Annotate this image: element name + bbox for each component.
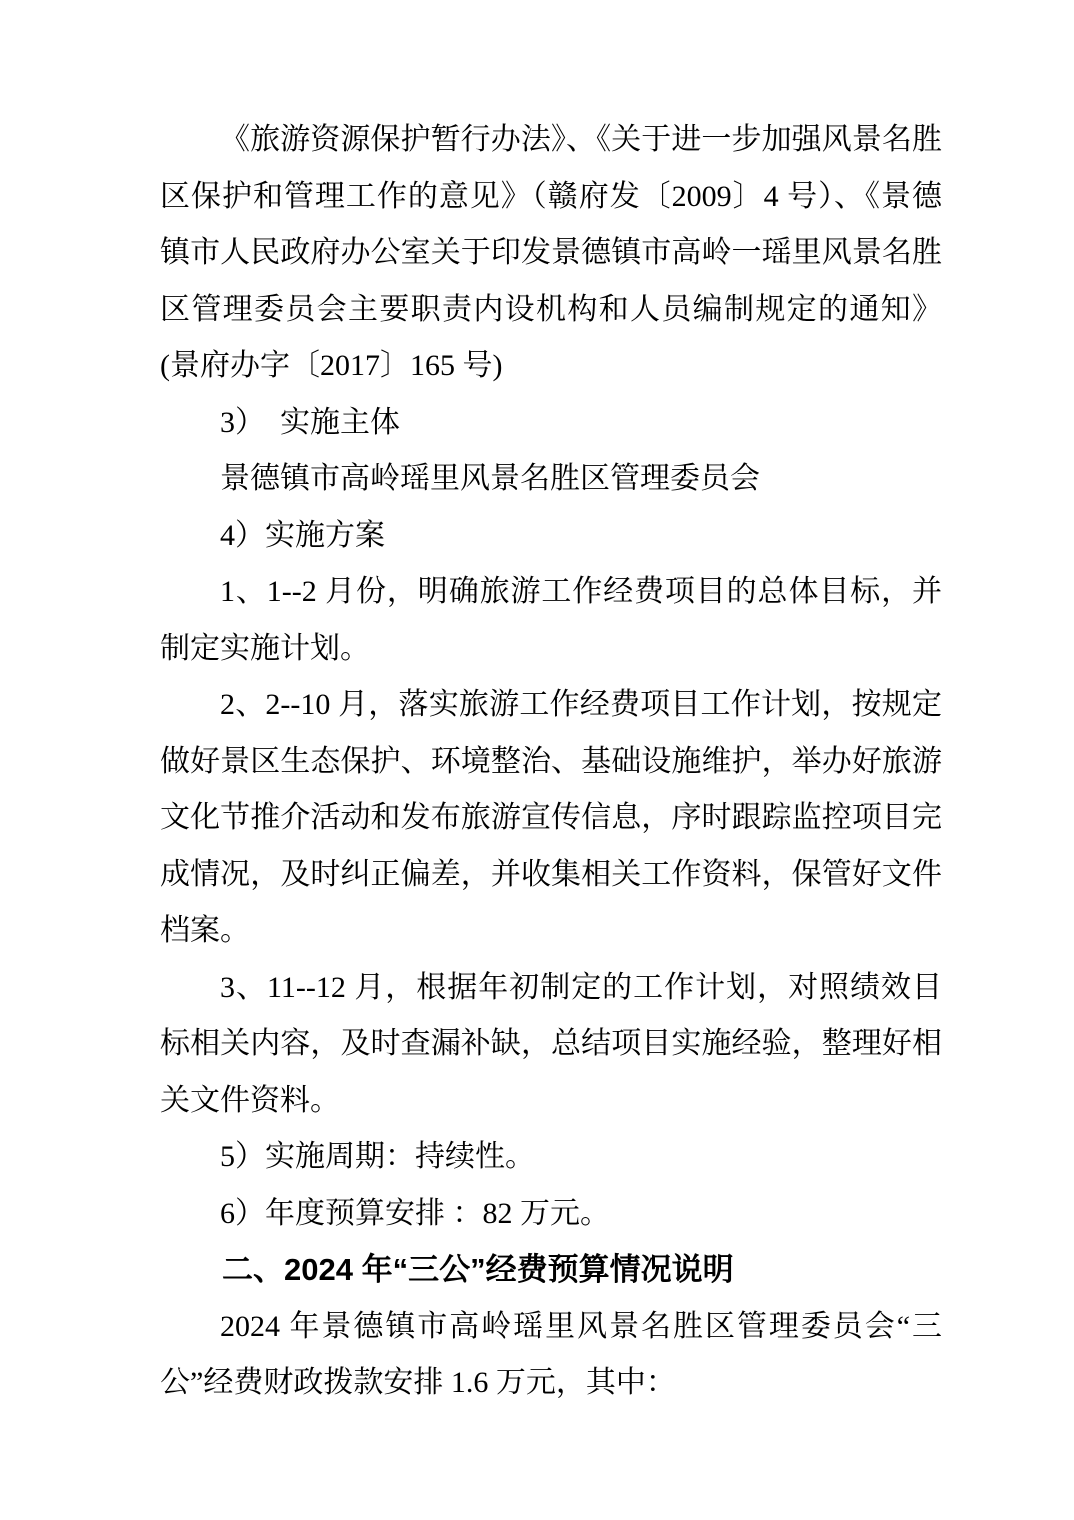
document-paragraph: 5）实施周期：持续性。 [220, 1140, 535, 1173]
section-heading: 二、2024 年“三公”经费预算情况说明 [222, 1252, 734, 1287]
document-paragraph: 《旅游资源保护暂行办法》、《关于进一步加强风景名胜区保护和管理工作的意见》（赣府发〔2009〕4 号）、《景德镇市人民政府办公室关于印发景德镇市高岭一瑶里风景名胜区管理委员会主要职责内设机构和人员编制规定的通知》(景府办字〔2017〕165 号) [160, 123, 942, 382]
document-paragraph: 2、2--10 月，落实旅游工作经费项目工作计划，按规定做好景区生态保护、环境整治、基础设施维护，举办好旅游文化节推介活动和发布旅游宣传信息，序时跟踪监控项目完成情况，及时纠正偏差，并收集相关工作资料，保管好文件档案。 [160, 688, 942, 947]
document-paragraph: 3、11--12 月，根据年初制定的工作计划，对照绩效目标相关内容，及时查漏补缺，总结项目实施经验，整理好相关文件资料。 [160, 970, 942, 1117]
document-paragraph: 4）实施方案 [220, 518, 385, 552]
document-paragraph: 2024 年景德镇市高岭瑶里风景名胜区管理委员会“三公”经费财政拨款安排 1.6 万元，其中： [160, 1309, 942, 1399]
document-paragraph: 1、1--2 月份，明确旅游工作经费项目的总体目标，并制定实施计划。 [160, 575, 942, 665]
document-paragraph: 景德镇市高岭瑶里风景名胜区管理委员会 [220, 462, 760, 495]
document-content [160, 112, 942, 1412]
document-paragraph: 3） 实施主体 [220, 405, 400, 439]
document-paragraph: 6）年度预算安排 ：82 万元。 [220, 1196, 610, 1230]
